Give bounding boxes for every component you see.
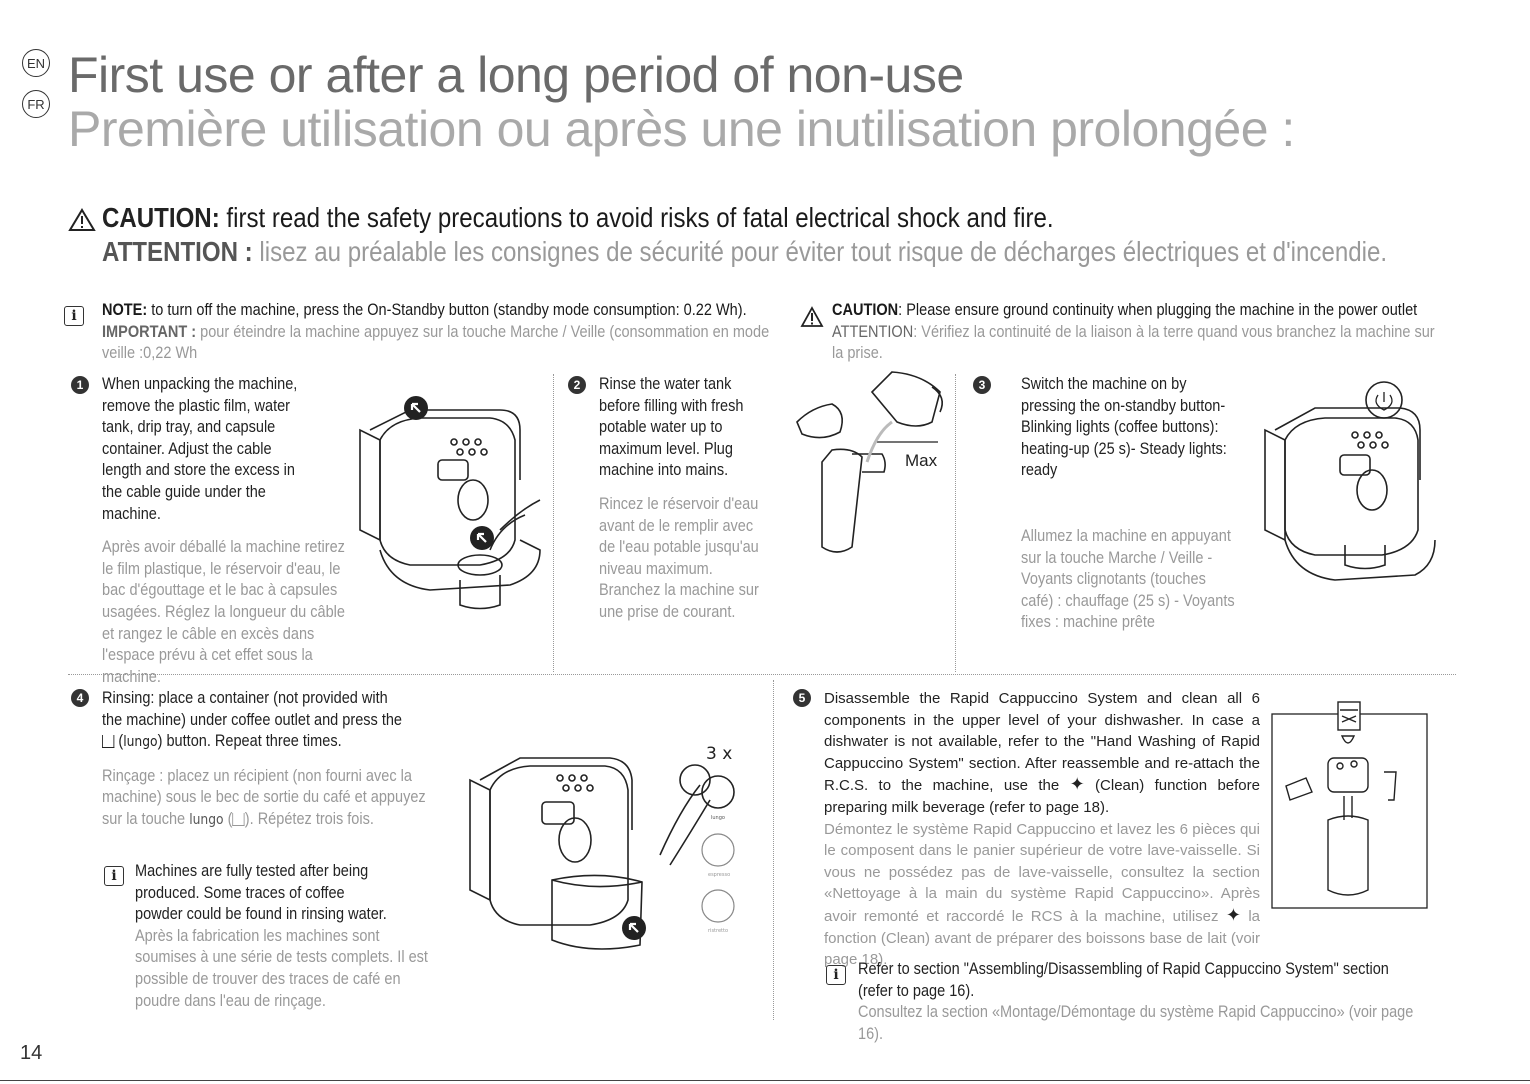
note-text: NOTE: to turn off the machine, press the On-Standby button (standby mode consumption: 0.22 Wh). IMPORTANT : pour éteindre la machine appuyez sur la touche Marche / Veille (consommation en mode veille :0,22 Wh (102, 301, 770, 363)
step-number-5: 5 (793, 689, 811, 707)
espresso-button-label: espresso (708, 872, 731, 878)
caution-heading-en: CAUTION: first read the safety precautions to avoid risks of fatal electrical shock and fire. (102, 202, 1054, 233)
rapid-cappuccino-parts-illustration (1272, 700, 1428, 910)
step-number-4: 4 (71, 689, 89, 707)
step-number-3: 3 (973, 376, 991, 394)
lungo-button-label: lungo (711, 815, 725, 821)
refer-note-text: Refer to section "Assembling/Disassembling of Rapid Cappuccino System" section (refer to page 16). Consultez la section «Montage/Démontage du système Rapid Cappuccino» (voir page 16). (858, 960, 1414, 1043)
tested-note-text: Machines are fully tested after being produced. Some traces of coffee powder could be found in rinsing water. Après la fabrication les machines sont soumises à une série de tests complets. Il est possible de trouver des traces de café en poudre dans l'eau de rinçage. (135, 862, 428, 1010)
step-3-text: Switch the machine on by pressing the on-standby button- Blinking lights (coffee buttons): heating-up (25 s)- Steady lights: ready Allumez la machine en appuyant sur la touche Marche / Veille - Voyants clignotants (touches café) : chauffage (25 s) - Voyants fixes : machine prête (1021, 375, 1235, 632)
step-2-text: Rinse the water tank before filling with fresh potable water up to maximum level. Plug machine into mains. Rincez le réservoir d'eau avant de le remplir avec de l'eau potable jusqu'au niveau maximum. Branchez la machine sur une prise de courant. (599, 375, 759, 621)
language-badge-en: EN (22, 49, 50, 77)
page-title-fr: Première utilisation ou après une inutilisation prolongée : (68, 101, 1295, 157)
caution-ground-text: CAUTION: Please ensure ground continuity when plugging the machine in the power outlet ATTENTION: Vérifiez la continuité de la liaison à la terre quand vous branchez la machine sur la prise. (832, 301, 1435, 363)
machine-unpacking-illustration (350, 390, 550, 620)
clean-sparkle-icon: ✦ (1069, 774, 1085, 795)
info-icon: i (104, 866, 124, 886)
max-level-label: Max (905, 451, 938, 470)
step-1-text: When unpacking the machine, remove the plastic film, water tank, drip tray, and capsule container. Adjust the cable length and store the excess in the cable guide under the machine. Après avoir déballé la machine retirez le film plastique, le réservoir d'eau, le bac d'égouttage et le bac à capsules usagées. Réglez la longueur du câble et rangez le câble en excès dans l'espace prévu à cet effet sous la machine. (102, 375, 345, 686)
step-number-2: 2 (568, 376, 586, 394)
language-badge-fr: FR (22, 90, 50, 118)
warning-icon (800, 306, 824, 328)
step-number-1: 1 (71, 376, 89, 394)
clean-sparkle-icon: ✦ (1225, 904, 1241, 925)
page-number: 14 (20, 1042, 43, 1064)
caution-heading-fr: ATTENTION : lisez au préalable les consignes de sécurité pour éviter tout risque de décharges électriques et d'incendie. (102, 236, 1388, 267)
warning-icon (68, 208, 96, 232)
machine-power-illustration (1260, 380, 1440, 600)
water-tank-illustration (792, 362, 952, 562)
repeat-three-times-label: 3 x (706, 744, 733, 764)
info-icon: i (826, 965, 846, 985)
footer-rule (0, 1080, 1530, 1081)
step-5-text: Disassemble the Rapid Cappuccino System and clean all 6 components in the upper level of your dishwasher. In case a dishwater is not available, refer to the "Hand Washing of Rapid Cappuccino System" section. After reassemble and re-attach the R.C.S. to the machine, use the ✦ (Clean) function before preparing milk beverage (refer to page 18). Démontez le système Rapid Cappuccino et lavez les 6 pièces qui le composent dans le panier supérieur de votre lave-vaisselle. Si vous ne possédez pas de lave-vaisselle, consultez la section «Nettoyage à la main du système Rapid Cappuccino». Après avoir remonté et raccordé le RCS à la machine, utilisez ✦ la fonction (Clean) avant de préparer des boissons base de lait (voir page 18). (824, 690, 1260, 969)
step-4-text: Rinsing: place a container (not provided with the machine) under coffee outlet and press the (lungo) button. Repeat three times. Rinçage : placez un récipient (non fourni avec la machine) sous le bec de sortie du café et appuyez sur la touche lungo ( ). Répétez trois fois. (102, 689, 426, 828)
page-title-en: First use or after a long period of non-use (68, 47, 964, 103)
lungo-cup-icon (102, 735, 114, 748)
ristretto-button-label: ristretto (708, 928, 729, 934)
lungo-cup-icon (232, 813, 244, 826)
machine-rinsing-illustration (460, 740, 760, 970)
info-icon: i (64, 306, 84, 326)
